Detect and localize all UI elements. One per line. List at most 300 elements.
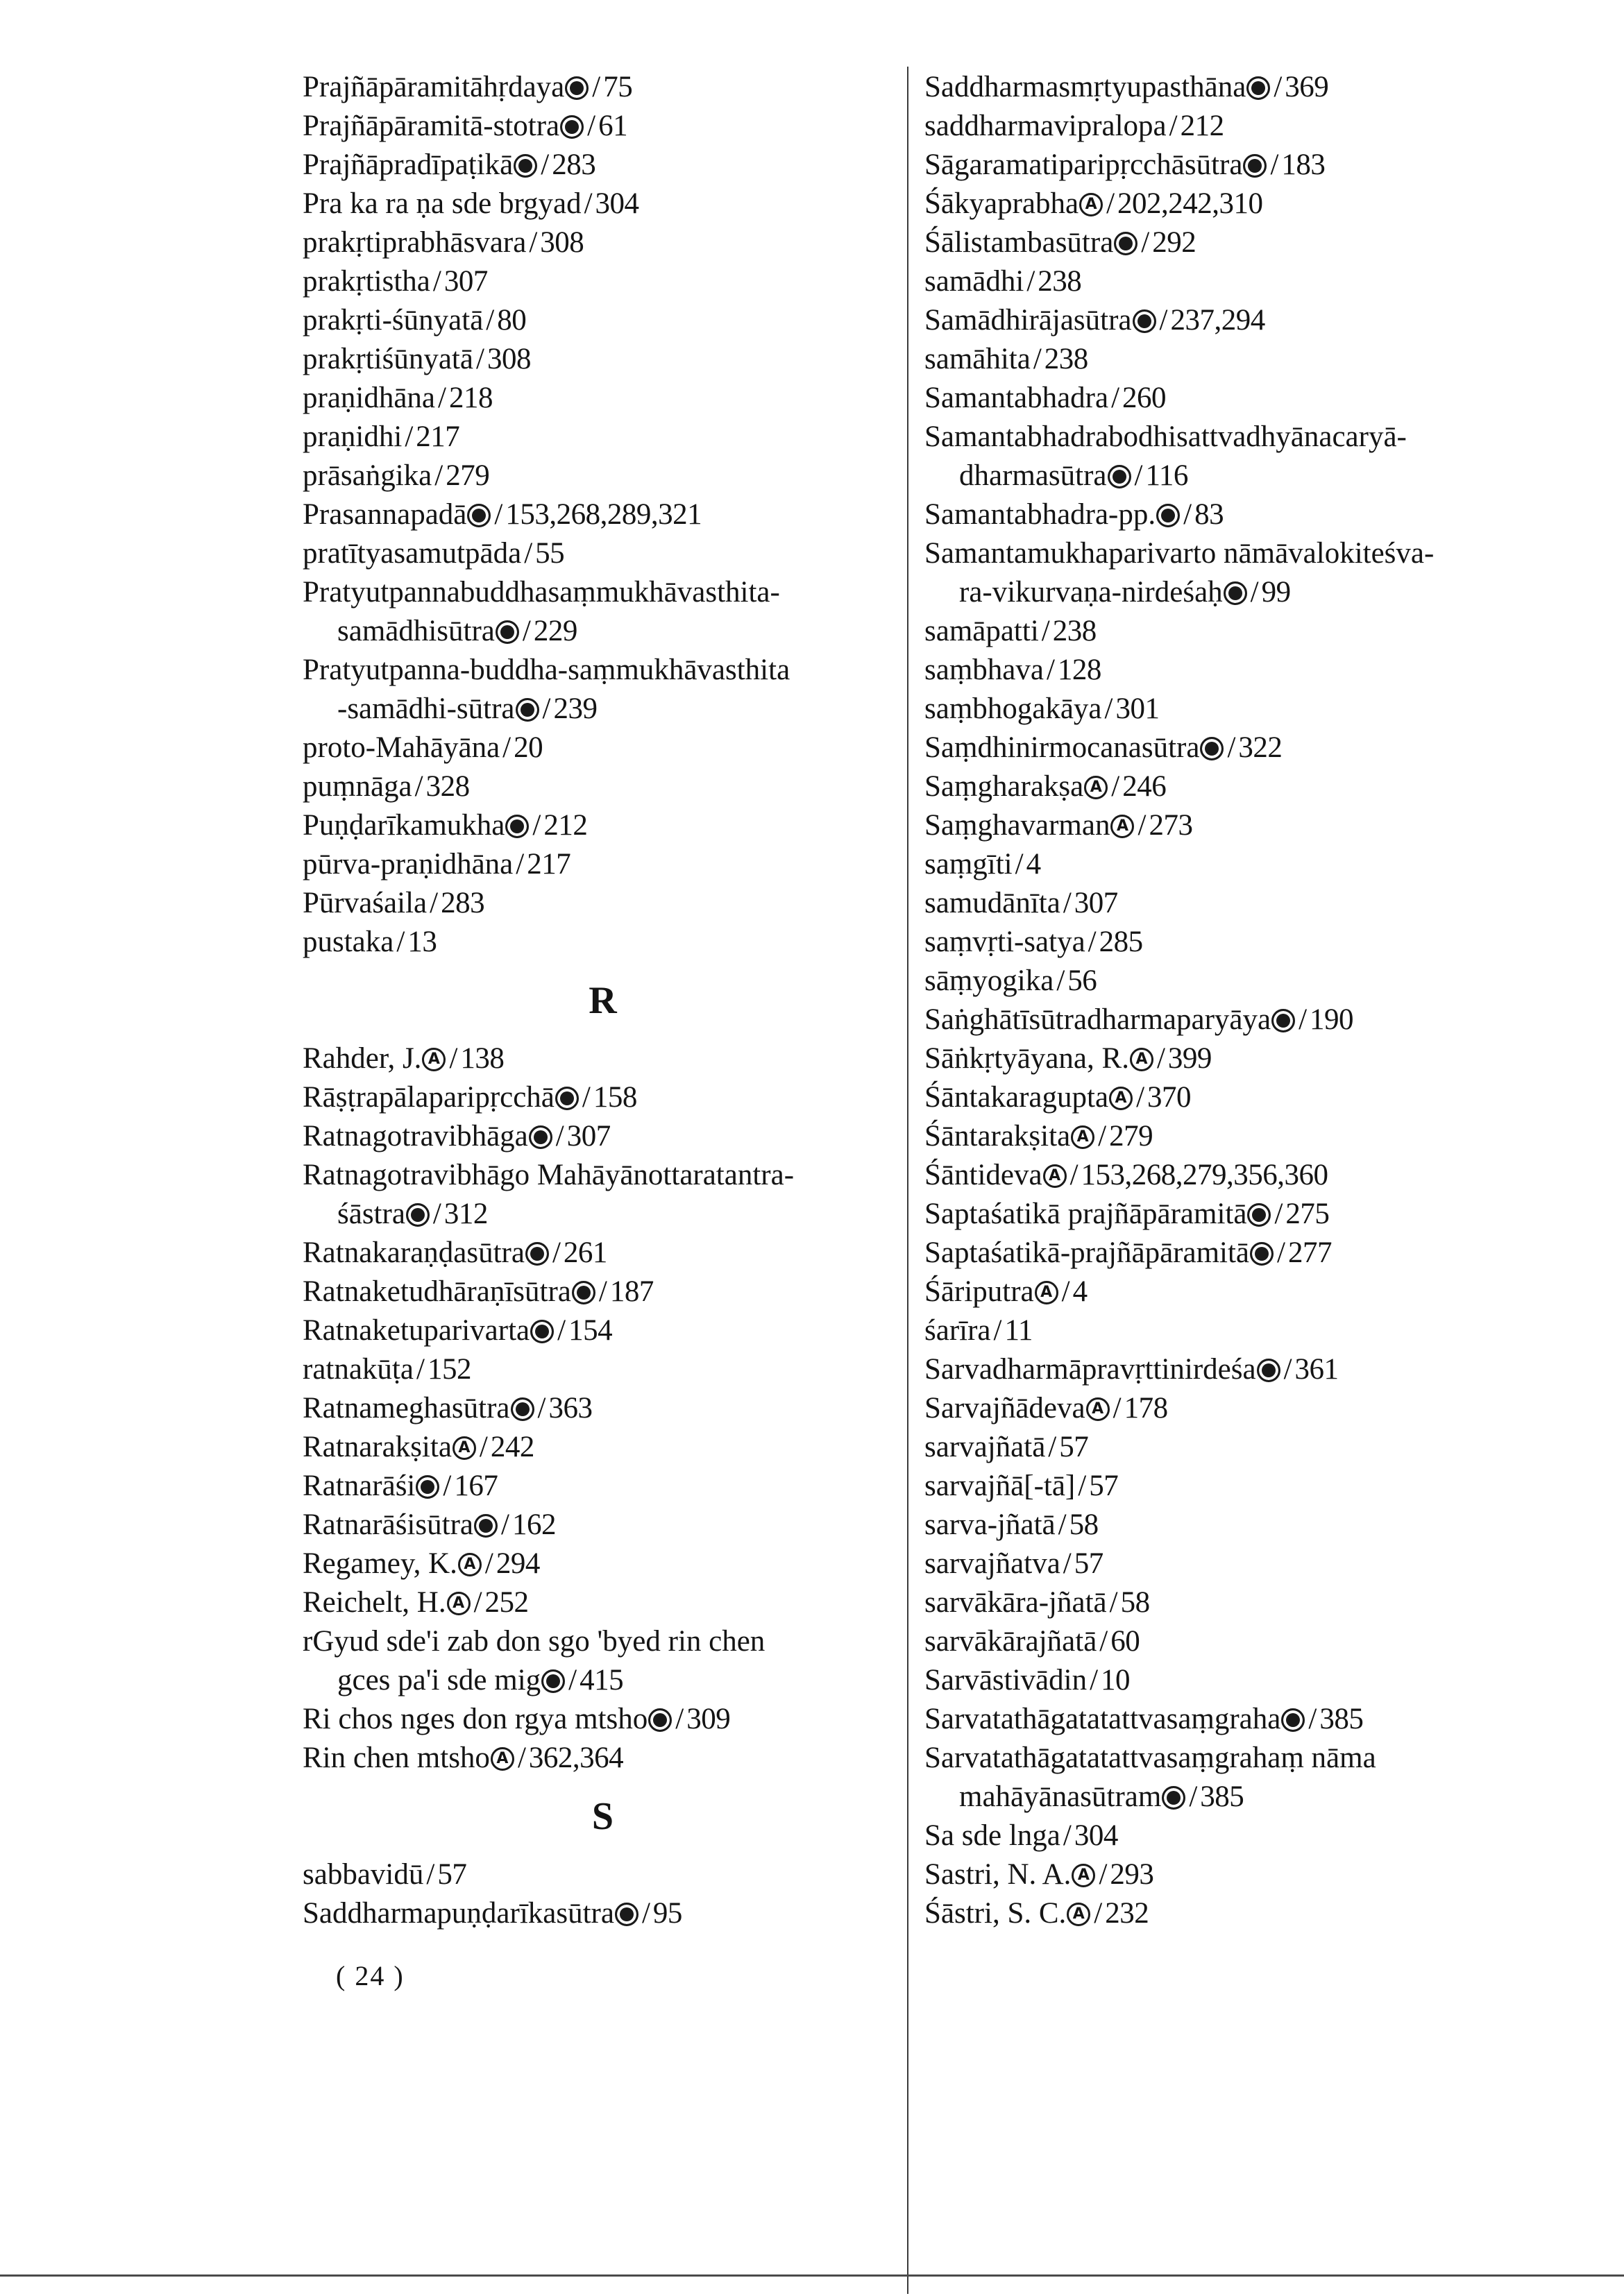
slash-separator: / bbox=[557, 1314, 566, 1347]
slash-separator: / bbox=[1156, 1042, 1165, 1075]
filled-circle-icon bbox=[615, 1903, 638, 1926]
entry-pages: 415 bbox=[580, 1664, 624, 1697]
entry-term: Samantabhadra-pp. bbox=[924, 498, 1156, 531]
entry-term: Rin chen mtsho bbox=[303, 1742, 490, 1774]
entry-term: Ratnagotravibhāga bbox=[303, 1120, 528, 1153]
index-entry bbox=[303, 379, 896, 418]
filled-circle-icon bbox=[1250, 1242, 1274, 1266]
entry-term: Prajñāpradīpaṭikā bbox=[303, 148, 514, 181]
entry-pages: 202,242,310 bbox=[1117, 187, 1263, 220]
entry-pages: 4 bbox=[1072, 1275, 1088, 1308]
entry-term: samādhisūtra bbox=[337, 615, 495, 647]
page-number: ( 24 ) bbox=[336, 1960, 405, 1991]
index-entry bbox=[924, 884, 1535, 923]
slash-separator: / bbox=[584, 187, 593, 220]
entry-term: gces pa'i sde mig bbox=[337, 1664, 541, 1697]
filled-circle-icon bbox=[1281, 1708, 1305, 1732]
slash-separator: / bbox=[405, 420, 414, 453]
entry-pages: 369 bbox=[1285, 71, 1329, 103]
index-entry bbox=[303, 1039, 896, 1078]
slash-separator: / bbox=[1169, 110, 1178, 142]
slash-separator: / bbox=[1141, 226, 1150, 259]
filled-circle-icon bbox=[1243, 154, 1267, 178]
index-entry bbox=[924, 1583, 1535, 1622]
slash-separator: / bbox=[993, 1314, 1002, 1347]
entry-pages: 162 bbox=[511, 1508, 556, 1541]
entry-pages: 20 bbox=[514, 731, 543, 764]
index-entry bbox=[924, 767, 1535, 806]
entry-pages: 361 bbox=[1294, 1353, 1339, 1386]
filled-circle-icon bbox=[541, 1669, 565, 1693]
entry-term: Sarvadharmāpravṛttinirdeśa bbox=[924, 1353, 1256, 1386]
entry-pages: 275 bbox=[1285, 1198, 1330, 1230]
entry-pages: 57 bbox=[1074, 1547, 1103, 1580]
slash-separator: / bbox=[1274, 71, 1283, 103]
index-entry bbox=[303, 1622, 896, 1661]
index-entry bbox=[924, 495, 1535, 534]
index-entry bbox=[303, 1428, 896, 1467]
circled-a-icon bbox=[1130, 1048, 1153, 1071]
slash-separator: / bbox=[1104, 692, 1113, 725]
entry-pages: 11 bbox=[1004, 1314, 1033, 1347]
slash-separator: / bbox=[432, 265, 441, 298]
entry-term: Ratnaketudhāraṇīsūtra bbox=[303, 1275, 571, 1308]
entry-term: Ratnarāśisūtra bbox=[303, 1508, 473, 1541]
entry-term: Rāṣṭrapālaparipṛcchā bbox=[303, 1081, 555, 1114]
entry-term: ratnakūṭa bbox=[303, 1353, 414, 1386]
filled-circle-icon bbox=[1156, 504, 1180, 527]
index-entry bbox=[303, 107, 896, 146]
circled-a-icon bbox=[1071, 1125, 1094, 1149]
entry-term: Śāntakaragupta bbox=[924, 1081, 1109, 1114]
index-entry bbox=[924, 185, 1535, 223]
slash-separator: / bbox=[1283, 1353, 1292, 1386]
index-entry bbox=[303, 1350, 896, 1389]
entry-pages: 309 bbox=[686, 1703, 731, 1735]
index-entry bbox=[924, 1234, 1535, 1273]
slash-separator: / bbox=[598, 1275, 607, 1308]
entry-pages: 187 bbox=[609, 1275, 654, 1308]
index-entry bbox=[924, 1350, 1535, 1389]
index-entry bbox=[924, 340, 1535, 379]
entry-term: Saṃghavarman bbox=[924, 809, 1110, 842]
index-entry bbox=[303, 729, 896, 767]
filled-circle-icon bbox=[474, 1514, 498, 1538]
entry-pages: 385 bbox=[1319, 1703, 1364, 1735]
index-entry bbox=[303, 1661, 896, 1700]
slash-separator: / bbox=[1069, 1159, 1079, 1191]
entry-pages: 212 bbox=[1180, 110, 1224, 142]
filled-circle-icon bbox=[1271, 1009, 1295, 1032]
entry-pages: 116 bbox=[1145, 459, 1188, 492]
entry-term: sarvākāra-jñatā bbox=[924, 1586, 1107, 1619]
index-entry bbox=[924, 1195, 1535, 1234]
slash-separator: / bbox=[430, 887, 439, 919]
slash-separator: / bbox=[1033, 343, 1042, 375]
index-entry bbox=[303, 495, 896, 534]
entry-term: Samādhirājasūtra bbox=[924, 304, 1132, 337]
entry-term: Reichelt, H. bbox=[303, 1586, 446, 1619]
index-entry bbox=[303, 690, 896, 729]
slash-separator: / bbox=[1270, 148, 1279, 181]
slash-separator: / bbox=[1277, 1236, 1285, 1269]
index-entry bbox=[924, 651, 1535, 690]
slash-separator: / bbox=[426, 1858, 435, 1891]
slash-separator: / bbox=[1058, 1508, 1067, 1541]
entry-term: sabbavidū bbox=[303, 1858, 424, 1891]
entry-term: Sarvatathāgatatattvasaṃgrahaṃ nāma bbox=[924, 1742, 1376, 1774]
slash-separator: / bbox=[396, 926, 405, 958]
entry-pages: 183 bbox=[1281, 148, 1326, 181]
entry-pages: 294 bbox=[496, 1547, 540, 1580]
filled-circle-icon bbox=[1247, 1203, 1271, 1227]
index-entry bbox=[303, 457, 896, 495]
entry-term: saṃvṛti-satya bbox=[924, 926, 1085, 958]
filled-circle-icon bbox=[511, 1397, 534, 1421]
index-entry bbox=[924, 1622, 1535, 1661]
index-entry bbox=[924, 1117, 1535, 1156]
index-entry bbox=[924, 1428, 1535, 1467]
slash-separator: / bbox=[537, 1392, 546, 1425]
entry-term: sarvajñā[-tā] bbox=[924, 1470, 1076, 1502]
bottom-rule bbox=[0, 2274, 1624, 2277]
entry-pages: 128 bbox=[1057, 654, 1101, 686]
entry-pages: 178 bbox=[1124, 1392, 1168, 1425]
index-entry bbox=[303, 185, 896, 223]
index-entry bbox=[924, 1778, 1535, 1817]
circled-a-icon bbox=[1072, 1864, 1095, 1887]
entry-pages: 152 bbox=[427, 1353, 471, 1386]
index-entry bbox=[924, 1506, 1535, 1545]
entry-pages: 292 bbox=[1152, 226, 1196, 259]
slash-separator: / bbox=[1098, 1120, 1107, 1153]
entry-term: saṃbhogakāya bbox=[924, 692, 1102, 725]
slash-separator: / bbox=[434, 459, 443, 492]
entry-pages: 239 bbox=[553, 692, 598, 725]
filled-circle-icon bbox=[648, 1708, 672, 1732]
entry-term: dharmasūtra bbox=[959, 459, 1107, 492]
slash-separator: / bbox=[552, 1236, 561, 1269]
slash-separator: / bbox=[502, 731, 511, 764]
slash-separator: / bbox=[1063, 887, 1072, 919]
entry-term: Prajñāpāramitā-stotra bbox=[303, 110, 560, 142]
index-entry bbox=[924, 690, 1535, 729]
slash-separator: / bbox=[1063, 1819, 1072, 1852]
index-entry bbox=[303, 1894, 896, 1933]
circled-a-icon bbox=[1067, 1903, 1090, 1926]
slash-separator: / bbox=[529, 226, 538, 259]
entry-pages: 328 bbox=[425, 770, 470, 803]
entry-term: Ratnameghasūtra bbox=[303, 1392, 510, 1425]
slash-separator: / bbox=[475, 343, 484, 375]
index-entry bbox=[303, 806, 896, 845]
index-entry bbox=[303, 1195, 896, 1234]
slash-separator: / bbox=[1137, 809, 1147, 842]
slash-separator: / bbox=[517, 1742, 526, 1774]
filled-circle-icon bbox=[1108, 465, 1131, 488]
slash-separator: / bbox=[1026, 265, 1035, 298]
index-entry bbox=[303, 146, 896, 185]
filled-circle-icon bbox=[467, 504, 491, 527]
slash-separator: / bbox=[1183, 498, 1192, 531]
entry-term: Śālistambasūtra bbox=[924, 226, 1114, 259]
entry-pages: 362,364 bbox=[528, 1742, 624, 1774]
filled-circle-icon bbox=[530, 1320, 554, 1343]
index-entry bbox=[303, 418, 896, 457]
entry-pages: 312 bbox=[443, 1198, 488, 1230]
slash-separator: / bbox=[555, 1120, 564, 1153]
circled-a-icon bbox=[1084, 776, 1108, 799]
slash-separator: / bbox=[1099, 1858, 1108, 1891]
slash-separator: / bbox=[1189, 1780, 1198, 1813]
entry-pages: 363 bbox=[548, 1392, 593, 1425]
slash-separator: / bbox=[1063, 1547, 1072, 1580]
entry-pages: 153,268,279,356,360 bbox=[1081, 1159, 1328, 1191]
entry-term: ra-vikurvaṇa-nirdeśaḥ bbox=[959, 576, 1223, 609]
entry-term: Regamey, K. bbox=[303, 1547, 457, 1580]
entry-pages: 385 bbox=[1200, 1780, 1244, 1813]
index-entry bbox=[924, 1311, 1535, 1350]
filled-circle-icon bbox=[1200, 737, 1224, 760]
entry-pages: 80 bbox=[497, 304, 527, 337]
entry-term: Pra ka ra ṇa sde brgyad bbox=[303, 187, 582, 220]
slash-separator: / bbox=[1308, 1703, 1317, 1735]
filled-circle-icon bbox=[416, 1475, 439, 1499]
slash-separator: / bbox=[449, 1042, 458, 1075]
filled-circle-icon bbox=[514, 154, 537, 178]
entry-pages: 217 bbox=[527, 848, 571, 881]
entry-pages: 301 bbox=[1115, 692, 1160, 725]
index-entry bbox=[924, 845, 1535, 884]
circled-a-icon bbox=[452, 1436, 476, 1460]
slash-separator: / bbox=[675, 1703, 684, 1735]
slash-separator: / bbox=[1106, 187, 1115, 220]
entry-pages: 154 bbox=[568, 1314, 613, 1347]
slash-separator: / bbox=[1136, 1081, 1145, 1114]
circled-a-icon bbox=[447, 1592, 471, 1615]
slash-separator: / bbox=[479, 1431, 488, 1463]
entry-pages: 218 bbox=[448, 382, 493, 414]
index-entry bbox=[303, 1700, 896, 1739]
slash-separator: / bbox=[1113, 1392, 1122, 1425]
entry-term: Samantabhadra bbox=[924, 382, 1109, 414]
index-entry bbox=[924, 1894, 1535, 1933]
circled-a-icon bbox=[491, 1747, 514, 1771]
column-divider bbox=[907, 67, 908, 2294]
entry-pages: 13 bbox=[407, 926, 437, 958]
entry-term: Ratnarāśi bbox=[303, 1470, 416, 1502]
circled-a-icon bbox=[1086, 1397, 1110, 1421]
filled-circle-icon bbox=[529, 1125, 552, 1149]
entry-term: pustaka bbox=[303, 926, 394, 958]
index-entry bbox=[303, 767, 896, 806]
index-entry bbox=[303, 534, 896, 573]
entry-term: Śāriputra bbox=[924, 1275, 1034, 1308]
entry-pages: 95 bbox=[652, 1897, 682, 1930]
entry-pages: 238 bbox=[1044, 343, 1088, 375]
entry-term: Samantamukhaparivarto nāmāvalokiteśva- bbox=[924, 537, 1435, 570]
index-entry bbox=[924, 379, 1535, 418]
entry-term: saṃgīti bbox=[924, 848, 1013, 881]
filled-circle-icon bbox=[1224, 581, 1247, 605]
index-entry bbox=[924, 612, 1535, 651]
entry-term: Saṃdhinirmocanasūtra bbox=[924, 731, 1200, 764]
circled-a-icon bbox=[1079, 193, 1103, 216]
index-entry bbox=[303, 923, 896, 962]
filled-circle-icon bbox=[516, 698, 539, 722]
entry-term: Saddharmasmṛtyupasthāna bbox=[924, 71, 1246, 103]
slash-separator: / bbox=[582, 1081, 591, 1114]
entry-term: prakṛtiśūnyatā bbox=[303, 343, 473, 375]
circled-a-icon bbox=[1043, 1164, 1067, 1188]
entry-pages: 4 bbox=[1026, 848, 1041, 881]
entry-pages: 55 bbox=[535, 537, 565, 570]
slash-separator: / bbox=[1099, 1625, 1108, 1658]
entry-term: Pūrvaśaila bbox=[303, 887, 428, 919]
entry-term: Śāstri, S. C. bbox=[924, 1897, 1067, 1930]
entry-pages: 138 bbox=[460, 1042, 505, 1075]
entry-pages: 242 bbox=[490, 1431, 534, 1463]
entry-pages: 75 bbox=[603, 71, 633, 103]
filled-circle-icon bbox=[565, 76, 589, 100]
entry-pages: 238 bbox=[1038, 265, 1082, 298]
entry-term: Saṅghātīsūtradharmaparyāya bbox=[924, 1003, 1271, 1036]
index-entry bbox=[924, 223, 1535, 262]
slash-separator: / bbox=[1134, 459, 1143, 492]
entry-pages: 308 bbox=[487, 343, 531, 375]
filled-circle-icon bbox=[1114, 232, 1137, 255]
slash-separator: / bbox=[443, 1470, 452, 1502]
entry-pages: 279 bbox=[1109, 1120, 1153, 1153]
entry-term: sarvajñatā bbox=[924, 1431, 1046, 1463]
index-entry bbox=[303, 651, 896, 690]
index-entry bbox=[303, 262, 896, 301]
entry-term: praṇidhāna bbox=[303, 382, 436, 414]
slash-separator: / bbox=[524, 537, 533, 570]
entry-pages: 167 bbox=[454, 1470, 498, 1502]
entry-pages: 307 bbox=[443, 265, 488, 298]
entry-pages: 273 bbox=[1149, 809, 1193, 842]
index-entry bbox=[924, 1001, 1535, 1039]
index-entry bbox=[924, 1467, 1535, 1506]
index-entry bbox=[924, 573, 1535, 612]
entry-term: Śāntarakṣita bbox=[924, 1120, 1071, 1153]
entry-pages: 217 bbox=[416, 420, 460, 453]
entry-term: Rahder, J. bbox=[303, 1042, 422, 1075]
entry-pages: 153,268,289,321 bbox=[505, 498, 702, 531]
entry-term: sarvajñatva bbox=[924, 1547, 1060, 1580]
entry-term: Puṇḍarīkamukha bbox=[303, 809, 505, 842]
slash-separator: / bbox=[1227, 731, 1236, 764]
entry-pages: 10 bbox=[1101, 1664, 1131, 1697]
entry-term: sarva-jñatā bbox=[924, 1508, 1056, 1541]
index-entry bbox=[924, 1661, 1535, 1700]
circled-a-icon bbox=[1035, 1281, 1058, 1304]
slash-separator: / bbox=[587, 110, 596, 142]
slash-separator: / bbox=[1046, 654, 1055, 686]
slash-separator: / bbox=[416, 1353, 425, 1386]
index-entry bbox=[924, 1855, 1535, 1894]
slash-separator: / bbox=[414, 770, 423, 803]
entry-term: rGyud sde'i zab don sgo 'byed rin chen bbox=[303, 1625, 766, 1658]
entry-pages: 58 bbox=[1120, 1586, 1150, 1619]
slash-separator: / bbox=[1078, 1470, 1087, 1502]
entry-pages: 370 bbox=[1147, 1081, 1192, 1114]
filled-circle-icon bbox=[525, 1242, 549, 1266]
index-entry bbox=[303, 845, 896, 884]
entry-term: saṃbhava bbox=[924, 654, 1044, 686]
index-entry bbox=[924, 1156, 1535, 1195]
index-entry bbox=[303, 1545, 896, 1583]
slash-separator: / bbox=[1274, 1198, 1283, 1230]
circled-a-icon bbox=[1109, 1087, 1133, 1110]
entry-term: Śāntideva bbox=[924, 1159, 1042, 1191]
index-entry bbox=[303, 612, 896, 651]
index-entry bbox=[924, 418, 1535, 457]
entry-term: Pratyutpannabuddhasaṃmukhāvasthita- bbox=[303, 576, 780, 609]
index-entry bbox=[924, 806, 1535, 845]
entry-term: -samādhi-sūtra bbox=[337, 692, 515, 725]
entry-pages: 99 bbox=[1261, 576, 1291, 609]
index-entry bbox=[924, 1389, 1535, 1428]
entry-term: prakṛti-śūnyatā bbox=[303, 304, 484, 337]
entry-pages: 237,294 bbox=[1170, 304, 1265, 337]
entry-term: Sāṅkṛtyāyana, R. bbox=[924, 1042, 1129, 1075]
section-letter: R bbox=[589, 979, 617, 1022]
slash-separator: / bbox=[494, 498, 503, 531]
slash-separator: / bbox=[541, 148, 550, 181]
entry-term: samāpatti bbox=[924, 615, 1039, 647]
index-entry bbox=[924, 1739, 1535, 1778]
index-entry bbox=[924, 1700, 1535, 1739]
entry-pages: 57 bbox=[1089, 1470, 1119, 1502]
entry-pages: 57 bbox=[437, 1858, 467, 1891]
entry-pages: 246 bbox=[1122, 770, 1167, 803]
slash-separator: / bbox=[1109, 1586, 1118, 1619]
index-entry bbox=[924, 457, 1535, 495]
index-entry bbox=[924, 1039, 1535, 1078]
entry-term: Ratnaketuparivarta bbox=[303, 1314, 530, 1347]
index-entry bbox=[303, 884, 896, 923]
entry-term: Prasannapadā bbox=[303, 498, 467, 531]
entry-pages: 399 bbox=[1167, 1042, 1212, 1075]
slash-separator: / bbox=[486, 304, 495, 337]
index-entry bbox=[924, 68, 1535, 107]
entry-term: saddharmavipralopa bbox=[924, 110, 1167, 142]
entry-term: prakṛtiprabhāsvara bbox=[303, 226, 527, 259]
index-entry bbox=[303, 301, 896, 340]
entry-pages: 307 bbox=[566, 1120, 611, 1153]
entry-term: Ratnakaraṇḍasūtra bbox=[303, 1236, 525, 1269]
slash-separator: / bbox=[568, 1664, 577, 1697]
slash-separator: / bbox=[1088, 926, 1097, 958]
entry-term: Sastri, N. A. bbox=[924, 1858, 1072, 1891]
slash-separator: / bbox=[1159, 304, 1168, 337]
slash-separator: / bbox=[1056, 964, 1065, 997]
filled-circle-icon bbox=[505, 815, 529, 838]
filled-circle-icon bbox=[1133, 309, 1156, 333]
filled-circle-icon bbox=[560, 115, 584, 139]
entry-pages: 277 bbox=[1287, 1236, 1332, 1269]
entry-pages: 61 bbox=[598, 110, 628, 142]
index-entry bbox=[303, 1311, 896, 1350]
slash-separator: / bbox=[592, 71, 601, 103]
entry-term: Śākyaprabha bbox=[924, 187, 1079, 220]
index-entry bbox=[303, 340, 896, 379]
entry-term: Saddharmapuṇḍarīkasūtra bbox=[303, 1897, 614, 1930]
slash-separator: / bbox=[641, 1897, 650, 1930]
entry-term: Sarvajñādeva bbox=[924, 1392, 1085, 1425]
